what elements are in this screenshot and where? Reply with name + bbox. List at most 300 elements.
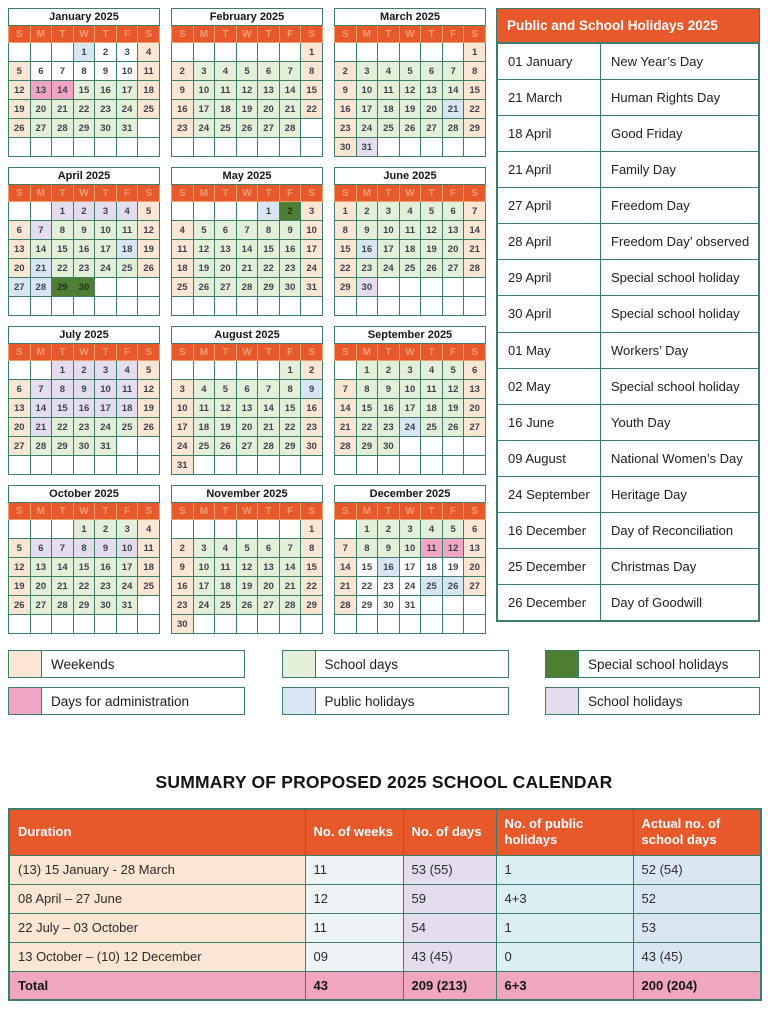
- day-cell: [464, 278, 486, 297]
- holiday-date: 21 April: [498, 152, 601, 188]
- day-cell: 4: [138, 520, 160, 539]
- month-title: January 2025: [9, 9, 160, 26]
- day-cell: 2: [378, 520, 400, 539]
- day-cell: 12: [421, 221, 443, 240]
- day-cell: [335, 43, 357, 62]
- legend-item-days-for-administration: [8, 687, 245, 715]
- week-row: [172, 418, 323, 437]
- day-cell: [172, 297, 194, 316]
- day-cell: 8: [258, 221, 280, 240]
- week-row: [9, 380, 160, 399]
- day-cell: 7: [52, 62, 74, 81]
- day-cell: 30: [279, 278, 301, 297]
- day-cell: 11: [215, 558, 237, 577]
- weekday-header: S: [9, 185, 31, 202]
- summary-cell: 09: [305, 942, 403, 971]
- day-cell: 9: [279, 221, 301, 240]
- day-cell: 28: [30, 278, 52, 297]
- weekday-header: M: [30, 26, 52, 43]
- day-cell: 21: [279, 100, 301, 119]
- summary-cell: 59: [403, 884, 496, 913]
- day-cell: 31: [95, 437, 117, 456]
- holiday-name: Youth Day: [601, 404, 759, 440]
- day-cell: 13: [215, 240, 237, 259]
- day-cell: 8: [356, 539, 378, 558]
- week-row: [9, 119, 160, 138]
- day-cell: 12: [236, 81, 258, 100]
- day-cell: [30, 43, 52, 62]
- day-cell: 17: [193, 100, 215, 119]
- holiday-date: 02 May: [498, 368, 601, 404]
- holiday-name: Day of Goodwill: [601, 584, 759, 620]
- day-cell: [464, 596, 486, 615]
- day-cell: 29: [356, 437, 378, 456]
- day-cell: 28: [279, 596, 301, 615]
- weekday-header: S: [172, 185, 194, 202]
- day-cell: 16: [172, 100, 194, 119]
- weekday-header: W: [236, 344, 258, 361]
- day-cell: 3: [116, 43, 138, 62]
- weekday-header: T: [258, 26, 280, 43]
- day-cell: [335, 615, 357, 634]
- week-row: [9, 539, 160, 558]
- weekday-header: F: [442, 503, 464, 520]
- day-cell: 16: [378, 399, 400, 418]
- holiday-date: 16 December: [498, 512, 601, 548]
- week-row: [335, 81, 486, 100]
- day-cell: [279, 43, 301, 62]
- week-row: [335, 62, 486, 81]
- holiday-name: Special school holiday: [601, 368, 759, 404]
- day-cell: 6: [464, 520, 486, 539]
- holiday-row: [498, 188, 759, 224]
- day-cell: [378, 456, 400, 475]
- weekday-header: S: [335, 344, 357, 361]
- month-title-row: [335, 327, 486, 344]
- week-row: [335, 119, 486, 138]
- weekday-header: F: [442, 26, 464, 43]
- day-cell: [442, 43, 464, 62]
- day-cell: 12: [9, 558, 31, 577]
- day-cell: 3: [95, 202, 117, 221]
- week-row: [172, 615, 323, 634]
- day-cell: [399, 615, 421, 634]
- holiday-name: New Year’s Day: [601, 44, 759, 80]
- day-cell: 2: [95, 520, 117, 539]
- day-cell: 25: [215, 596, 237, 615]
- day-cell: 10: [95, 380, 117, 399]
- holiday-row: [498, 260, 759, 296]
- day-cell: 14: [279, 81, 301, 100]
- summary-cell: 4+3: [496, 884, 633, 913]
- day-cell: [116, 138, 138, 157]
- day-cell: 11: [215, 81, 237, 100]
- day-cell: 19: [236, 100, 258, 119]
- day-cell: 24: [399, 418, 421, 437]
- day-cell: 27: [464, 418, 486, 437]
- day-cell: 19: [9, 100, 31, 119]
- weekday-header: T: [378, 26, 400, 43]
- day-cell: 25: [138, 577, 160, 596]
- day-cell: 13: [30, 81, 52, 100]
- weekday-header: M: [356, 503, 378, 520]
- day-cell: 12: [399, 81, 421, 100]
- day-cell: 14: [279, 558, 301, 577]
- day-cell: 24: [116, 577, 138, 596]
- day-cell: 26: [399, 119, 421, 138]
- day-cell: [215, 520, 237, 539]
- day-cell: [356, 615, 378, 634]
- day-cell: 29: [335, 278, 357, 297]
- summary-cell: 52 (54): [633, 855, 761, 884]
- day-cell: [442, 456, 464, 475]
- day-cell: 28: [52, 119, 74, 138]
- week-row: [172, 62, 323, 81]
- day-cell: 10: [378, 221, 400, 240]
- day-cell: 1: [258, 202, 280, 221]
- day-cell: 26: [193, 278, 215, 297]
- day-cell: 24: [378, 259, 400, 278]
- day-cell: 25: [421, 577, 443, 596]
- day-cell: 3: [193, 62, 215, 81]
- day-cell: 7: [279, 539, 301, 558]
- day-cell: 1: [52, 361, 74, 380]
- holiday-date: 27 April: [498, 188, 601, 224]
- day-cell: 15: [52, 399, 74, 418]
- day-cell: [73, 138, 95, 157]
- holiday-name: Freedom Day’ observed: [601, 224, 759, 260]
- day-cell: 20: [464, 399, 486, 418]
- week-row: [172, 456, 323, 475]
- day-cell: [442, 297, 464, 316]
- weekday-header: T: [258, 503, 280, 520]
- day-cell: 21: [30, 259, 52, 278]
- week-row: [172, 596, 323, 615]
- day-cell: [116, 615, 138, 634]
- month-title: October 2025: [9, 486, 160, 503]
- day-cell: [464, 615, 486, 634]
- day-cell: [258, 520, 280, 539]
- day-cell: 6: [30, 539, 52, 558]
- weekday-header: S: [335, 503, 357, 520]
- weekday-header: W: [399, 344, 421, 361]
- weekday-header: T: [378, 344, 400, 361]
- day-cell: [442, 138, 464, 157]
- week-row: [172, 43, 323, 62]
- holiday-date: 16 June: [498, 404, 601, 440]
- day-cell: [399, 278, 421, 297]
- weekday-header: F: [116, 503, 138, 520]
- day-cell: 2: [301, 361, 323, 380]
- day-cell: [442, 615, 464, 634]
- day-cell: 22: [301, 577, 323, 596]
- day-cell: 13: [30, 558, 52, 577]
- day-cell: 14: [52, 558, 74, 577]
- top-section: [8, 8, 760, 634]
- day-cell: [442, 278, 464, 297]
- weekday-header: S: [9, 26, 31, 43]
- day-cell: 31: [172, 456, 194, 475]
- day-cell: 4: [193, 380, 215, 399]
- day-cell: [95, 297, 117, 316]
- day-cell: 12: [138, 221, 160, 240]
- day-cell: [193, 456, 215, 475]
- weekday-header: S: [172, 503, 194, 520]
- weekday-header: F: [279, 185, 301, 202]
- holiday-date: 18 April: [498, 116, 601, 152]
- day-cell: 21: [464, 240, 486, 259]
- day-cell: 25: [138, 100, 160, 119]
- month-title-row: [9, 168, 160, 185]
- summary-header-actual-no-of-school-days: Actual no. of school days: [633, 809, 761, 855]
- day-cell: 17: [399, 399, 421, 418]
- day-cell: 23: [279, 259, 301, 278]
- day-cell: 8: [301, 62, 323, 81]
- day-cell: 10: [116, 62, 138, 81]
- weekday-header-row: [172, 185, 323, 202]
- day-cell: [464, 138, 486, 157]
- day-cell: 19: [138, 240, 160, 259]
- weekday-header: W: [236, 26, 258, 43]
- legend-swatch-special-school-holidays: [546, 651, 579, 677]
- day-cell: [399, 43, 421, 62]
- day-cell: 1: [279, 361, 301, 380]
- day-cell: 29: [73, 596, 95, 615]
- day-cell: 29: [52, 278, 74, 297]
- holiday-row: [498, 584, 759, 620]
- weekday-header: T: [52, 185, 74, 202]
- week-row: [9, 43, 160, 62]
- day-cell: 28: [279, 119, 301, 138]
- day-cell: 9: [73, 221, 95, 240]
- day-cell: [236, 43, 258, 62]
- week-row: [9, 297, 160, 316]
- month-title: April 2025: [9, 168, 160, 185]
- day-cell: [279, 297, 301, 316]
- day-cell: 28: [30, 437, 52, 456]
- weekday-header: S: [9, 344, 31, 361]
- day-cell: 11: [421, 380, 443, 399]
- month-title-row: [172, 168, 323, 185]
- day-cell: [399, 297, 421, 316]
- week-row: [335, 202, 486, 221]
- holiday-date: 21 March: [498, 80, 601, 116]
- summary-cell: 22 July – 03 October: [9, 913, 305, 942]
- day-cell: 13: [9, 399, 31, 418]
- month-title-row: [335, 9, 486, 26]
- day-cell: [116, 297, 138, 316]
- day-cell: 30: [356, 278, 378, 297]
- day-cell: 12: [138, 380, 160, 399]
- day-cell: 19: [399, 100, 421, 119]
- day-cell: 16: [356, 240, 378, 259]
- day-cell: 21: [335, 418, 357, 437]
- day-cell: [464, 456, 486, 475]
- week-row: [9, 221, 160, 240]
- day-cell: [215, 615, 237, 634]
- day-cell: [236, 615, 258, 634]
- day-cell: 4: [172, 221, 194, 240]
- weekday-header: S: [138, 503, 160, 520]
- day-cell: [399, 437, 421, 456]
- day-cell: [236, 138, 258, 157]
- day-cell: 2: [172, 62, 194, 81]
- week-row: [335, 297, 486, 316]
- day-cell: 28: [258, 437, 280, 456]
- day-cell: 17: [193, 577, 215, 596]
- day-cell: 3: [95, 361, 117, 380]
- day-cell: 28: [335, 596, 357, 615]
- weekday-header: T: [258, 185, 280, 202]
- day-cell: 18: [421, 558, 443, 577]
- day-cell: 8: [335, 221, 357, 240]
- day-cell: [236, 520, 258, 539]
- day-cell: [258, 138, 280, 157]
- month-calendar-november-2025: [171, 485, 323, 634]
- day-cell: 20: [464, 558, 486, 577]
- week-row: [9, 520, 160, 539]
- day-cell: 11: [378, 81, 400, 100]
- week-row: [9, 437, 160, 456]
- weekday-header: T: [421, 185, 443, 202]
- day-cell: 26: [442, 418, 464, 437]
- day-cell: [335, 361, 357, 380]
- month-calendar-february-2025: [171, 8, 323, 157]
- day-cell: 18: [215, 100, 237, 119]
- day-cell: 5: [9, 539, 31, 558]
- weekday-header: W: [73, 185, 95, 202]
- week-row: [172, 539, 323, 558]
- day-cell: 21: [279, 577, 301, 596]
- week-row: [172, 380, 323, 399]
- weekday-header-row: [335, 26, 486, 43]
- day-cell: 11: [138, 62, 160, 81]
- day-cell: 3: [399, 520, 421, 539]
- legend-swatch-public-holidays: [283, 688, 316, 714]
- week-row: [172, 520, 323, 539]
- day-cell: 7: [464, 202, 486, 221]
- day-cell: 14: [258, 399, 280, 418]
- day-cell: 22: [356, 577, 378, 596]
- day-cell: [193, 615, 215, 634]
- summary-cell: 52: [633, 884, 761, 913]
- week-row: [335, 380, 486, 399]
- day-cell: 8: [73, 539, 95, 558]
- day-cell: 23: [356, 259, 378, 278]
- day-cell: 23: [301, 418, 323, 437]
- day-cell: 31: [301, 278, 323, 297]
- day-cell: [95, 278, 117, 297]
- day-cell: 23: [378, 577, 400, 596]
- day-cell: 27: [442, 259, 464, 278]
- summary-header-duration: Duration: [9, 809, 305, 855]
- weekday-header: S: [464, 26, 486, 43]
- day-cell: [193, 43, 215, 62]
- holiday-name: Family Day: [601, 152, 759, 188]
- week-row: [172, 278, 323, 297]
- summary-cell: (13) 15 January - 28 March: [9, 855, 305, 884]
- weekday-header: M: [193, 344, 215, 361]
- summary-cell: 11: [305, 855, 403, 884]
- day-cell: 18: [399, 240, 421, 259]
- day-cell: [258, 297, 280, 316]
- day-cell: 24: [95, 418, 117, 437]
- day-cell: 24: [95, 259, 117, 278]
- holidays-table: [497, 43, 759, 621]
- day-cell: 2: [172, 539, 194, 558]
- day-cell: 21: [258, 418, 280, 437]
- day-cell: 16: [73, 240, 95, 259]
- day-cell: 1: [73, 520, 95, 539]
- day-cell: 6: [258, 62, 280, 81]
- weekday-header: T: [215, 26, 237, 43]
- week-row: [335, 138, 486, 157]
- day-cell: [258, 456, 280, 475]
- day-cell: 23: [172, 119, 194, 138]
- day-cell: 13: [258, 81, 280, 100]
- day-cell: 18: [116, 399, 138, 418]
- day-cell: 15: [73, 81, 95, 100]
- day-cell: [236, 202, 258, 221]
- day-cell: [193, 520, 215, 539]
- week-row: [9, 615, 160, 634]
- summary-header-row: [9, 809, 761, 855]
- day-cell: 10: [301, 221, 323, 240]
- day-cell: [138, 437, 160, 456]
- day-cell: 20: [30, 100, 52, 119]
- week-row: [9, 361, 160, 380]
- day-cell: 18: [193, 418, 215, 437]
- day-cell: [421, 615, 443, 634]
- holiday-date: 01 January: [498, 44, 601, 80]
- holidays-panel-title: Public and School Holidays 2025: [497, 9, 759, 43]
- day-cell: 9: [378, 539, 400, 558]
- month-title: May 2025: [172, 168, 323, 185]
- day-cell: [301, 119, 323, 138]
- day-cell: 4: [421, 361, 443, 380]
- day-cell: [378, 138, 400, 157]
- weekday-header: M: [356, 26, 378, 43]
- day-cell: [399, 138, 421, 157]
- weekday-header: M: [30, 185, 52, 202]
- weekday-header: T: [52, 503, 74, 520]
- day-cell: [421, 456, 443, 475]
- day-cell: [30, 202, 52, 221]
- weekday-header: T: [421, 26, 443, 43]
- day-cell: 23: [95, 100, 117, 119]
- weekday-header: W: [399, 185, 421, 202]
- day-cell: 16: [73, 399, 95, 418]
- legend-label: Weekends: [51, 656, 115, 672]
- day-cell: [279, 615, 301, 634]
- day-cell: 25: [421, 418, 443, 437]
- day-cell: [52, 520, 74, 539]
- holiday-row: [498, 440, 759, 476]
- day-cell: 26: [138, 418, 160, 437]
- day-cell: [193, 361, 215, 380]
- day-cell: 17: [95, 240, 117, 259]
- day-cell: [421, 138, 443, 157]
- day-cell: [215, 43, 237, 62]
- day-cell: [9, 456, 31, 475]
- week-row: [335, 596, 486, 615]
- week-row: [172, 361, 323, 380]
- weekday-header: W: [399, 503, 421, 520]
- legend-swatch-days-for-administration: [9, 688, 42, 714]
- week-row: [9, 418, 160, 437]
- weekday-header: F: [279, 503, 301, 520]
- legend-swatch-school-holidays: [546, 688, 579, 714]
